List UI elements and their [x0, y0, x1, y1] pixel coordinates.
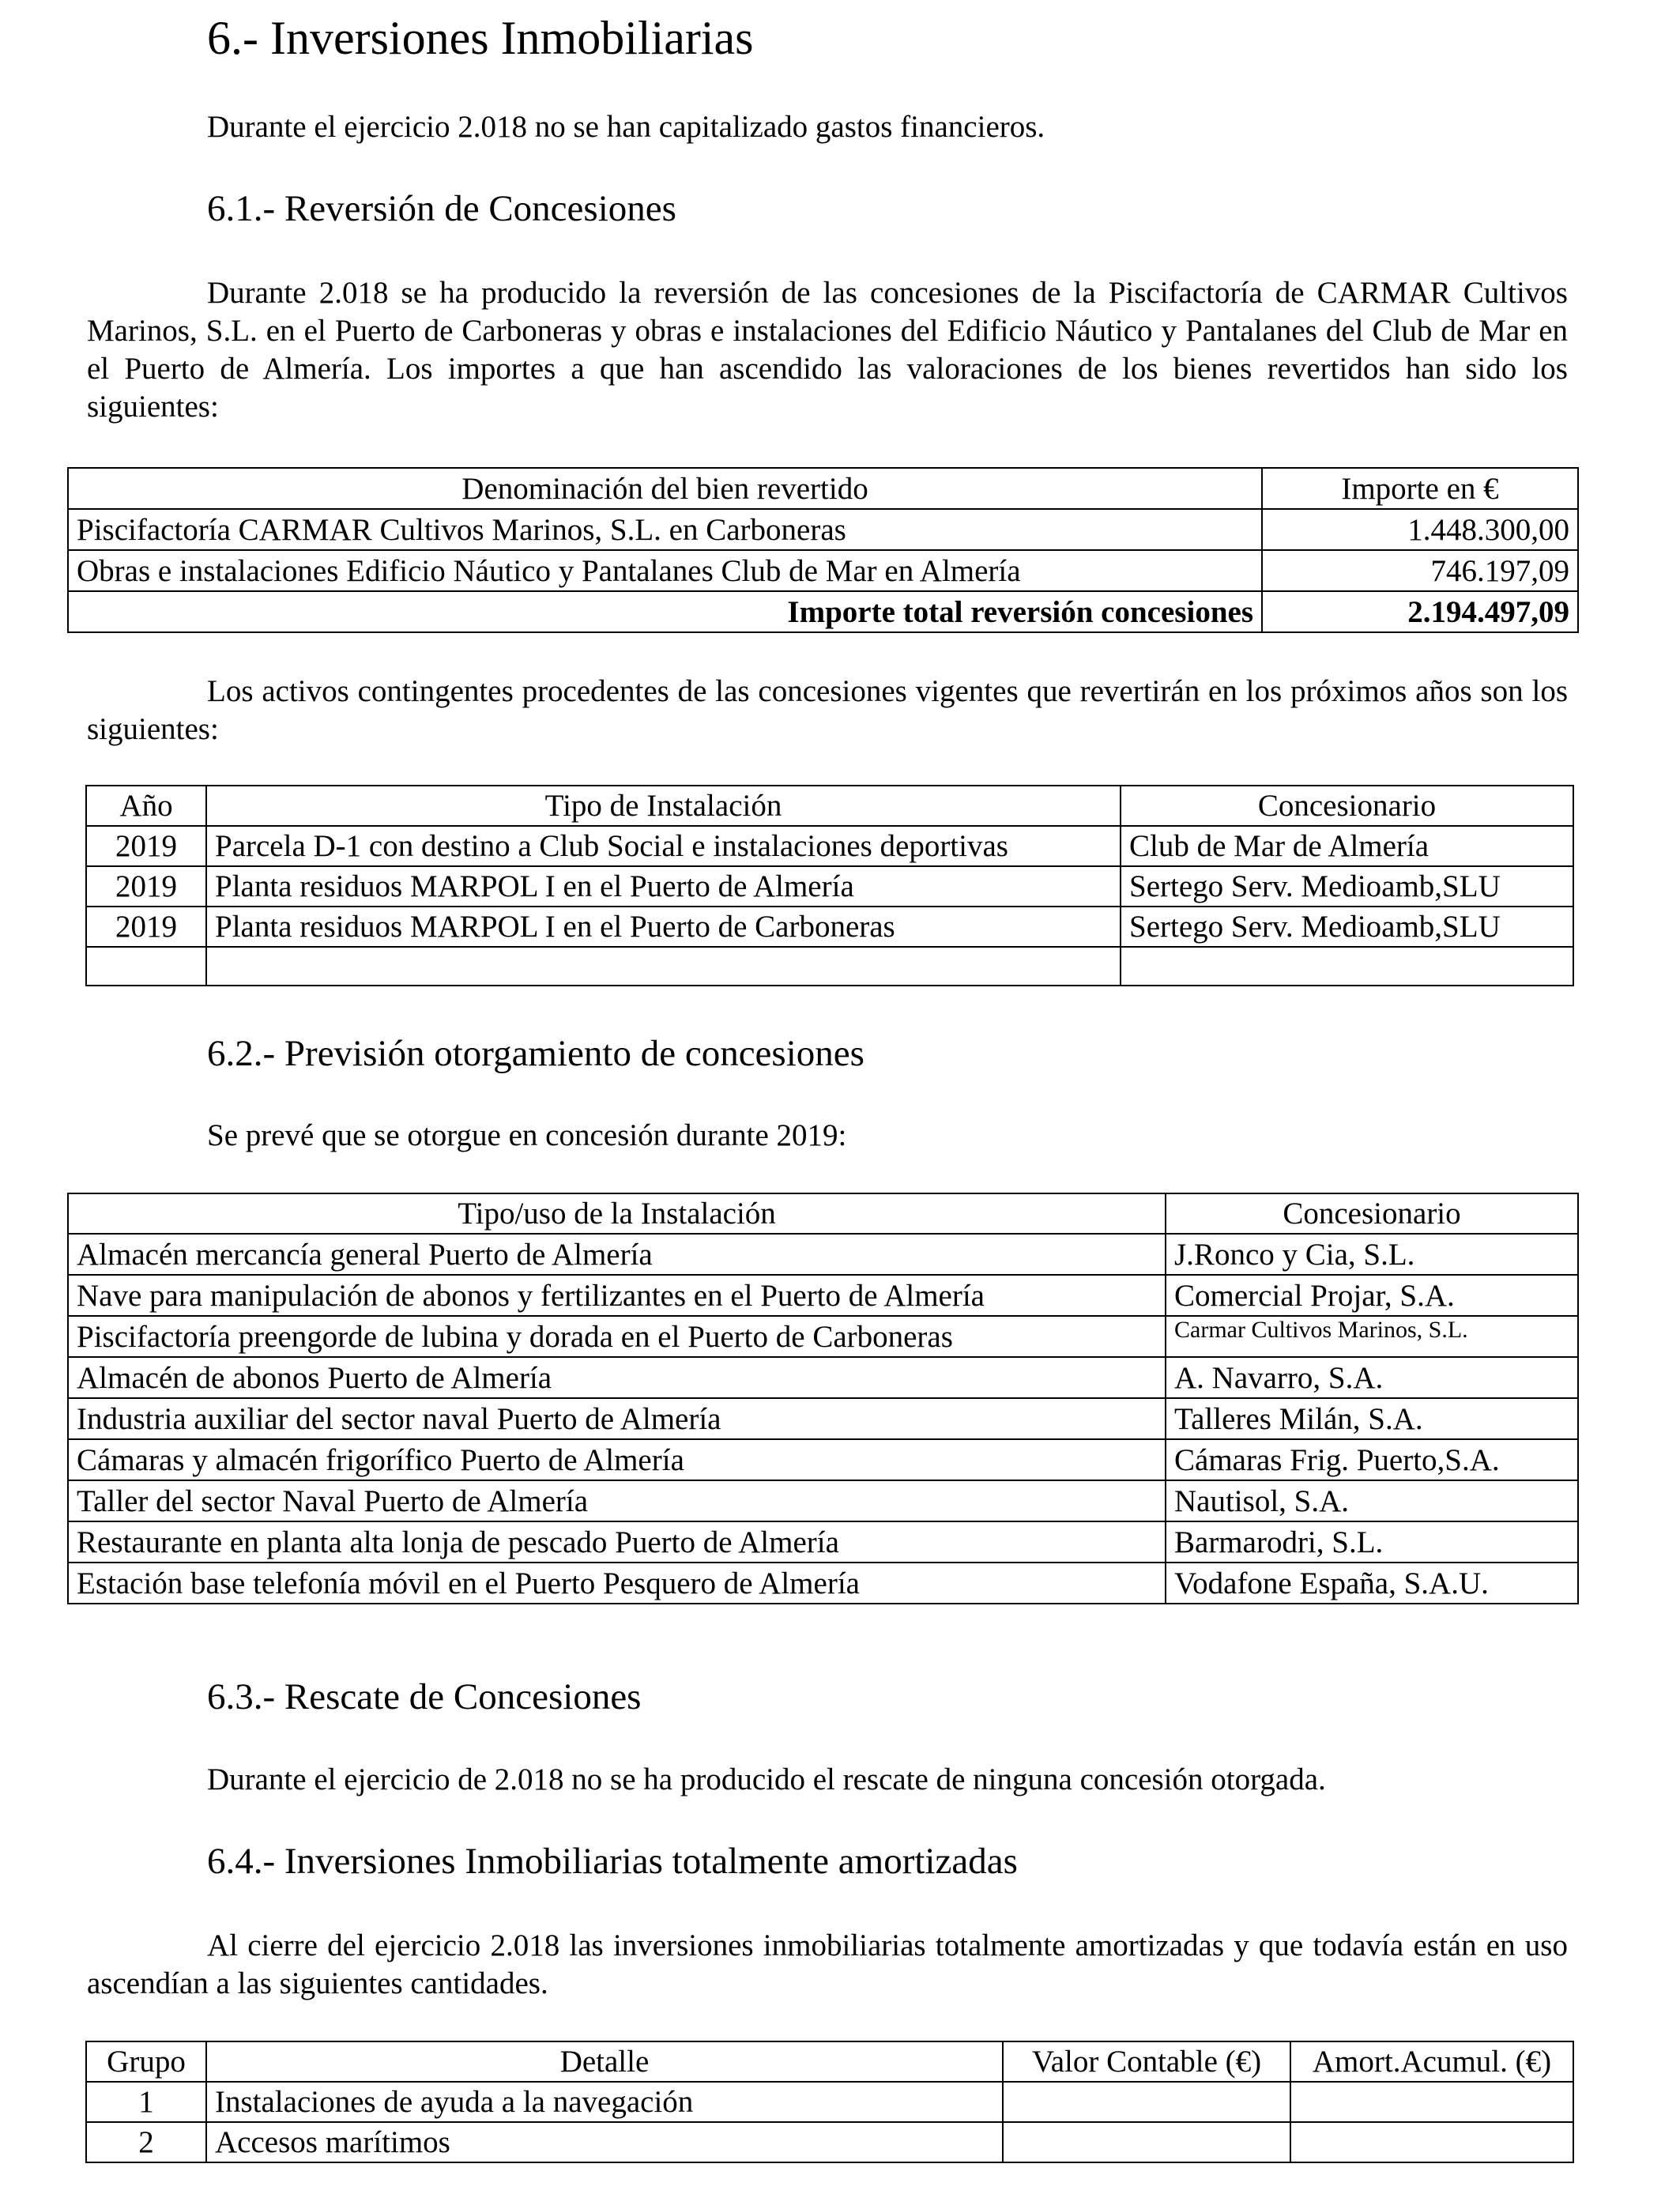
installation-cell: Piscifactoría preengorde de lubina y dorada en el Puerto de Carboneras	[68, 1316, 1166, 1357]
accumulated-amortization-cell	[1290, 2122, 1573, 2162]
column-header: Denominación del bien revertido	[68, 468, 1262, 509]
year-cell: 2019	[86, 866, 206, 907]
column-header: Tipo/uso de la Instalación	[68, 1193, 1166, 1234]
table-header-row	[86, 786, 1573, 826]
table-row	[68, 1521, 1578, 1563]
table-row	[86, 907, 1573, 947]
contingent-assets-table	[85, 785, 1574, 986]
table-row	[68, 1316, 1578, 1357]
table-row	[68, 1480, 1578, 1521]
section-6-1-title: 6.1.- Reversión de Concesiones	[207, 188, 676, 229]
table-row	[68, 550, 1578, 591]
contingent-assets-paragraph: Los activos contingentes procedentes de las concesiones vigentes que revertirán en los próximos años son los siguientes:	[87, 674, 1568, 746]
accumulated-amortization-cell	[1290, 2082, 1573, 2122]
concessionaire-cell: Cámaras Frig. Puerto,S.A.	[1166, 1439, 1578, 1480]
installation-cell: Estación base telefonía móvil en el Puerto Pesquero de Almería	[68, 1563, 1166, 1604]
reversion-table	[67, 467, 1579, 633]
detail-cell: Instalaciones de ayuda a la navegación	[206, 2082, 1003, 2122]
installation-type-cell: Planta residuos MARPOL I en el Puerto de Carboneras	[206, 907, 1121, 947]
table-row	[68, 1357, 1578, 1398]
section-6-3-title: 6.3.- Rescate de Concesiones	[207, 1676, 642, 1717]
installation-cell: Nave para manipulación de abonos y fertilizantes en el Puerto de Almería	[68, 1275, 1166, 1316]
table-header-row	[86, 2041, 1573, 2082]
table-row	[68, 1275, 1578, 1316]
column-header: Año	[86, 786, 206, 826]
empty-cell	[1121, 947, 1573, 986]
section-6-4-paragraph: Al cierre del ejercicio 2.018 las inversiones inmobiliarias totalmente amortizadas y que todavía están en uso ascendían a las siguientes cantidades.	[87, 1928, 1568, 2000]
column-header: Grupo	[86, 2041, 206, 2082]
concessionaire-cell: Club de Mar de Almería	[1121, 826, 1573, 866]
concessionaire-cell: Talleres Milán, S.A.	[1166, 1398, 1578, 1439]
empty-cell	[86, 947, 206, 986]
column-header: Importe en €	[1262, 468, 1578, 509]
asset-name: Obras e instalaciones Edificio Náutico y Pantalanes Club de Mar en Almería	[68, 550, 1262, 591]
installation-cell: Industria auxiliar del sector naval Puerto de Almería	[68, 1398, 1166, 1439]
group-cell: 2	[86, 2122, 206, 2162]
installation-cell: Restaurante en planta alta lonja de pescado Puerto de Almería	[68, 1521, 1166, 1563]
concessionaire-cell: Vodafone España, S.A.U.	[1166, 1563, 1578, 1604]
installation-cell: Almacén mercancía general Puerto de Almería	[68, 1234, 1166, 1275]
concessionaire-cell: Sertego Serv. Medioamb,SLU	[1121, 866, 1573, 907]
section-6-4-title: 6.4.- Inversiones Inmobiliarias totalmente amortizadas	[207, 1841, 1018, 1882]
column-header: Valor Contable (€)	[1003, 2041, 1290, 2082]
concessions-forecast-table	[67, 1193, 1579, 1604]
table-row	[68, 1234, 1578, 1275]
installation-type-cell: Parcela D-1 con destino a Club Social e instalaciones deportivas	[206, 826, 1121, 866]
column-header: Tipo de Instalación	[206, 786, 1121, 826]
concessionaire-cell: J.Ronco y Cia, S.L.	[1166, 1234, 1578, 1275]
concessionaire-cell: Nautisol, S.A.	[1166, 1480, 1578, 1521]
table-row	[68, 509, 1578, 550]
section-6-2-paragraph: Se prevé que se otorgue en concesión durante 2019:	[207, 1118, 847, 1152]
table-header-row	[68, 468, 1578, 509]
installation-type-cell: Planta residuos MARPOL I en el Puerto de Almería	[206, 866, 1121, 907]
asset-name: Piscifactoría CARMAR Cultivos Marinos, S.L. en Carboneras	[68, 509, 1262, 550]
total-row	[68, 591, 1578, 632]
detail-cell: Accesos marítimos	[206, 2122, 1003, 2162]
table-row	[86, 826, 1573, 866]
empty-cell	[206, 947, 1121, 986]
book-value-cell	[1003, 2082, 1290, 2122]
table-row	[86, 2122, 1573, 2162]
concessionaire-cell: A. Navarro, S.A.	[1166, 1357, 1578, 1398]
section-6-3-paragraph: Durante el ejercicio de 2.018 no se ha producido el rescate de ninguna concesión otorgada.	[207, 1762, 1326, 1796]
intro-text: Durante el ejercicio 2.018 no se han capitalizado gastos financieros.	[207, 110, 1045, 144]
column-header: Concesionario	[1121, 786, 1573, 826]
page-title: 6.- Inversiones Inmobiliarias	[207, 12, 754, 64]
table-row	[86, 866, 1573, 907]
amortized-investments-table	[85, 2041, 1574, 2163]
section-6-2-title: 6.2.- Previsión otorgamiento de concesiones	[207, 1033, 864, 1074]
concessionaire-cell: Sertego Serv. Medioamb,SLU	[1121, 907, 1573, 947]
concessionaire-cell: Carmar Cultivos Marinos, S.L.	[1166, 1316, 1578, 1357]
empty-table-row	[86, 947, 1573, 986]
table-row	[68, 1563, 1578, 1604]
asset-amount: 746.197,09	[1262, 550, 1578, 591]
section-6-1-paragraph: Durante 2.018 se ha producido la reversión de las concesiones de la Piscifactoría de CARMAR Cultivos Marinos, S.L. en el Puerto de Carboneras y obras e instalaciones del Edificio Náutico y Pantalanes del Club de Mar en el Puerto de Almería. Los importes a que han ascendido las valoraciones de los bienes revertidos han sido los siguientes:	[87, 276, 1568, 424]
table-row	[68, 1439, 1578, 1480]
installation-cell: Taller del sector Naval Puerto de Almería	[68, 1480, 1166, 1521]
year-cell: 2019	[86, 907, 206, 947]
book-value-cell	[1003, 2122, 1290, 2162]
column-header: Amort.Acumul. (€)	[1290, 2041, 1573, 2082]
installation-cell: Almacén de abonos Puerto de Almería	[68, 1357, 1166, 1398]
total-label: Importe total reversión concesiones	[68, 591, 1262, 632]
asset-amount: 1.448.300,00	[1262, 509, 1578, 550]
total-amount: 2.194.497,09	[1262, 591, 1578, 632]
concessionaire-cell: Comercial Projar, S.A.	[1166, 1275, 1578, 1316]
table-row	[68, 1398, 1578, 1439]
year-cell: 2019	[86, 826, 206, 866]
installation-cell: Cámaras y almacén frigorífico Puerto de Almería	[68, 1439, 1166, 1480]
column-header: Detalle	[206, 2041, 1003, 2082]
group-cell: 1	[86, 2082, 206, 2122]
table-header-row	[68, 1193, 1578, 1234]
column-header: Concesionario	[1166, 1193, 1578, 1234]
concessionaire-cell: Barmarodri, S.L.	[1166, 1521, 1578, 1563]
table-row	[86, 2082, 1573, 2122]
